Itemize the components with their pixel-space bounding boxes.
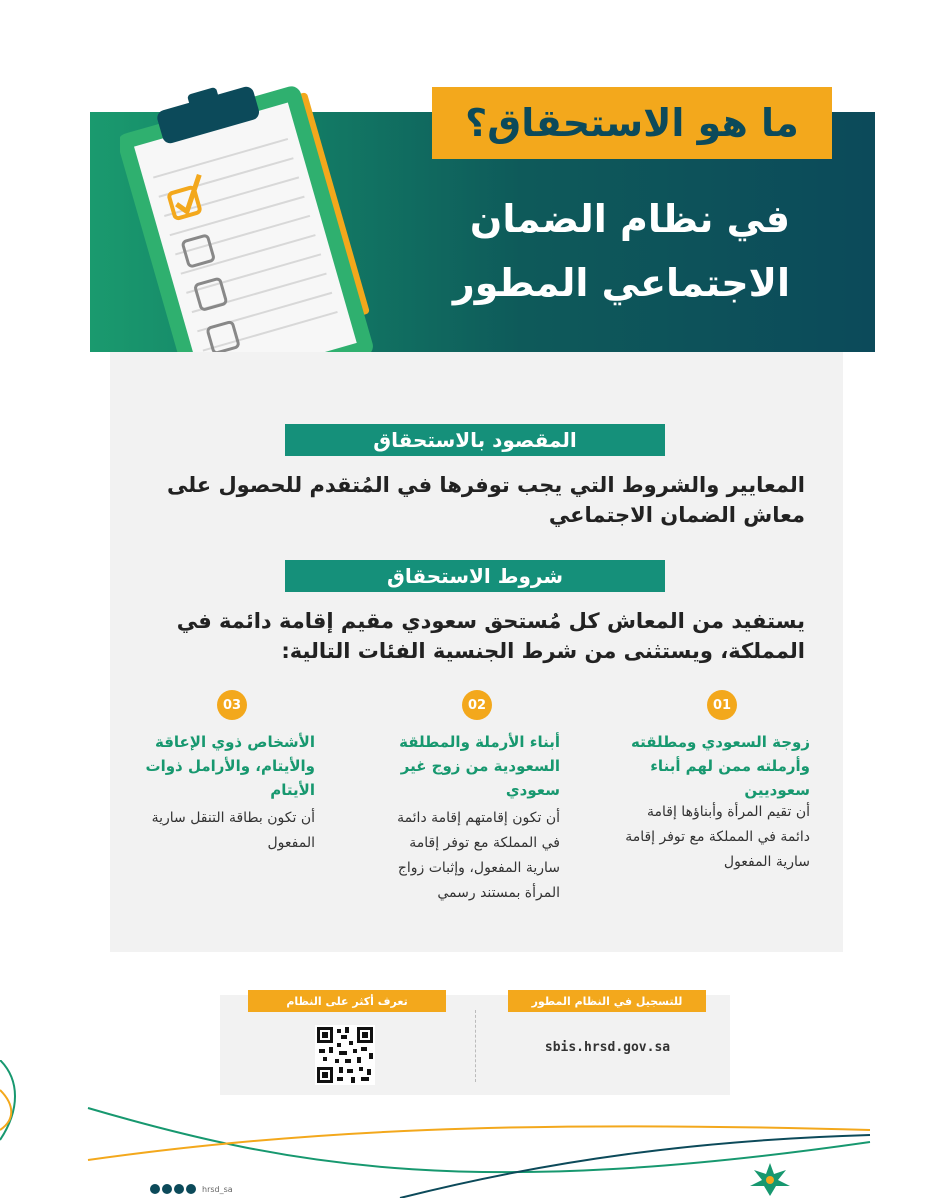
category-number-badge: 02 <box>462 690 492 720</box>
category-number-badge: 03 <box>217 690 247 720</box>
instagram-icon[interactable] <box>174 1184 184 1194</box>
register-label: للتسجيل في النظام المطور <box>508 990 706 1012</box>
youtube-icon[interactable] <box>186 1184 196 1194</box>
registration-url-link[interactable]: sbis.hrsd.gov.sa <box>544 1040 671 1055</box>
category-description: أن تكون بطاقة التنقل سارية المفعول <box>151 810 315 851</box>
ministry-logo-icon <box>740 1158 800 1198</box>
category-title: الأشخاص ذوي الإعاقة والأيتام، والأرامل ذوات الأيتام <box>145 733 315 799</box>
subtitle-line-2: الاجتماعي المطور <box>452 261 790 305</box>
twitter-icon[interactable] <box>162 1184 172 1194</box>
category-description: أن تقيم المرأة وأبناؤها إقامة دائمة في المملكة مع توفر إقامة سارية المفعول <box>625 804 810 870</box>
subtitle-line-1: في نظام الضمان <box>469 197 790 241</box>
category-title: زوجة السعودي ومطلقته وأرملته ممن لهم أبناء سعوديين <box>630 733 810 799</box>
meaning-text: المعايير والشروط التي يجب توفرها في المُتقدم للحصول على معاش الضمان الاجتماعي <box>166 473 805 527</box>
social-links <box>150 1184 233 1194</box>
title-box <box>432 87 832 159</box>
facebook-icon[interactable] <box>150 1184 160 1194</box>
decorative-waves <box>0 1060 950 1198</box>
category-number-badge: 01 <box>707 690 737 720</box>
section-label-conditions: شروط الاستحقاق <box>285 560 665 592</box>
social-handle: hrsd_sa <box>202 1184 233 1194</box>
conditions-text: يستفيد من المعاش كل مُستحق سعودي مقيم إقامة دائمة في المملكة، ويستثنى من شرط الجنسية الفئات التالية: <box>176 609 805 663</box>
page-title: ما هو الاستحقاق؟ <box>465 101 799 145</box>
category-title: أبناء الأرملة والمطلقة السعودية من زوج غير سعودي <box>399 733 560 799</box>
section-label-meaning: المقصود بالاستحقاق <box>285 424 665 456</box>
learn-more-label: تعرف أكثر على النظام <box>248 990 446 1012</box>
category-description: أن تكون إقامتهم إقامة دائمة في المملكة مع توفر إقامة سارية المفعول، وإثبات زواج المرأة بمستند رسمي <box>397 810 560 901</box>
